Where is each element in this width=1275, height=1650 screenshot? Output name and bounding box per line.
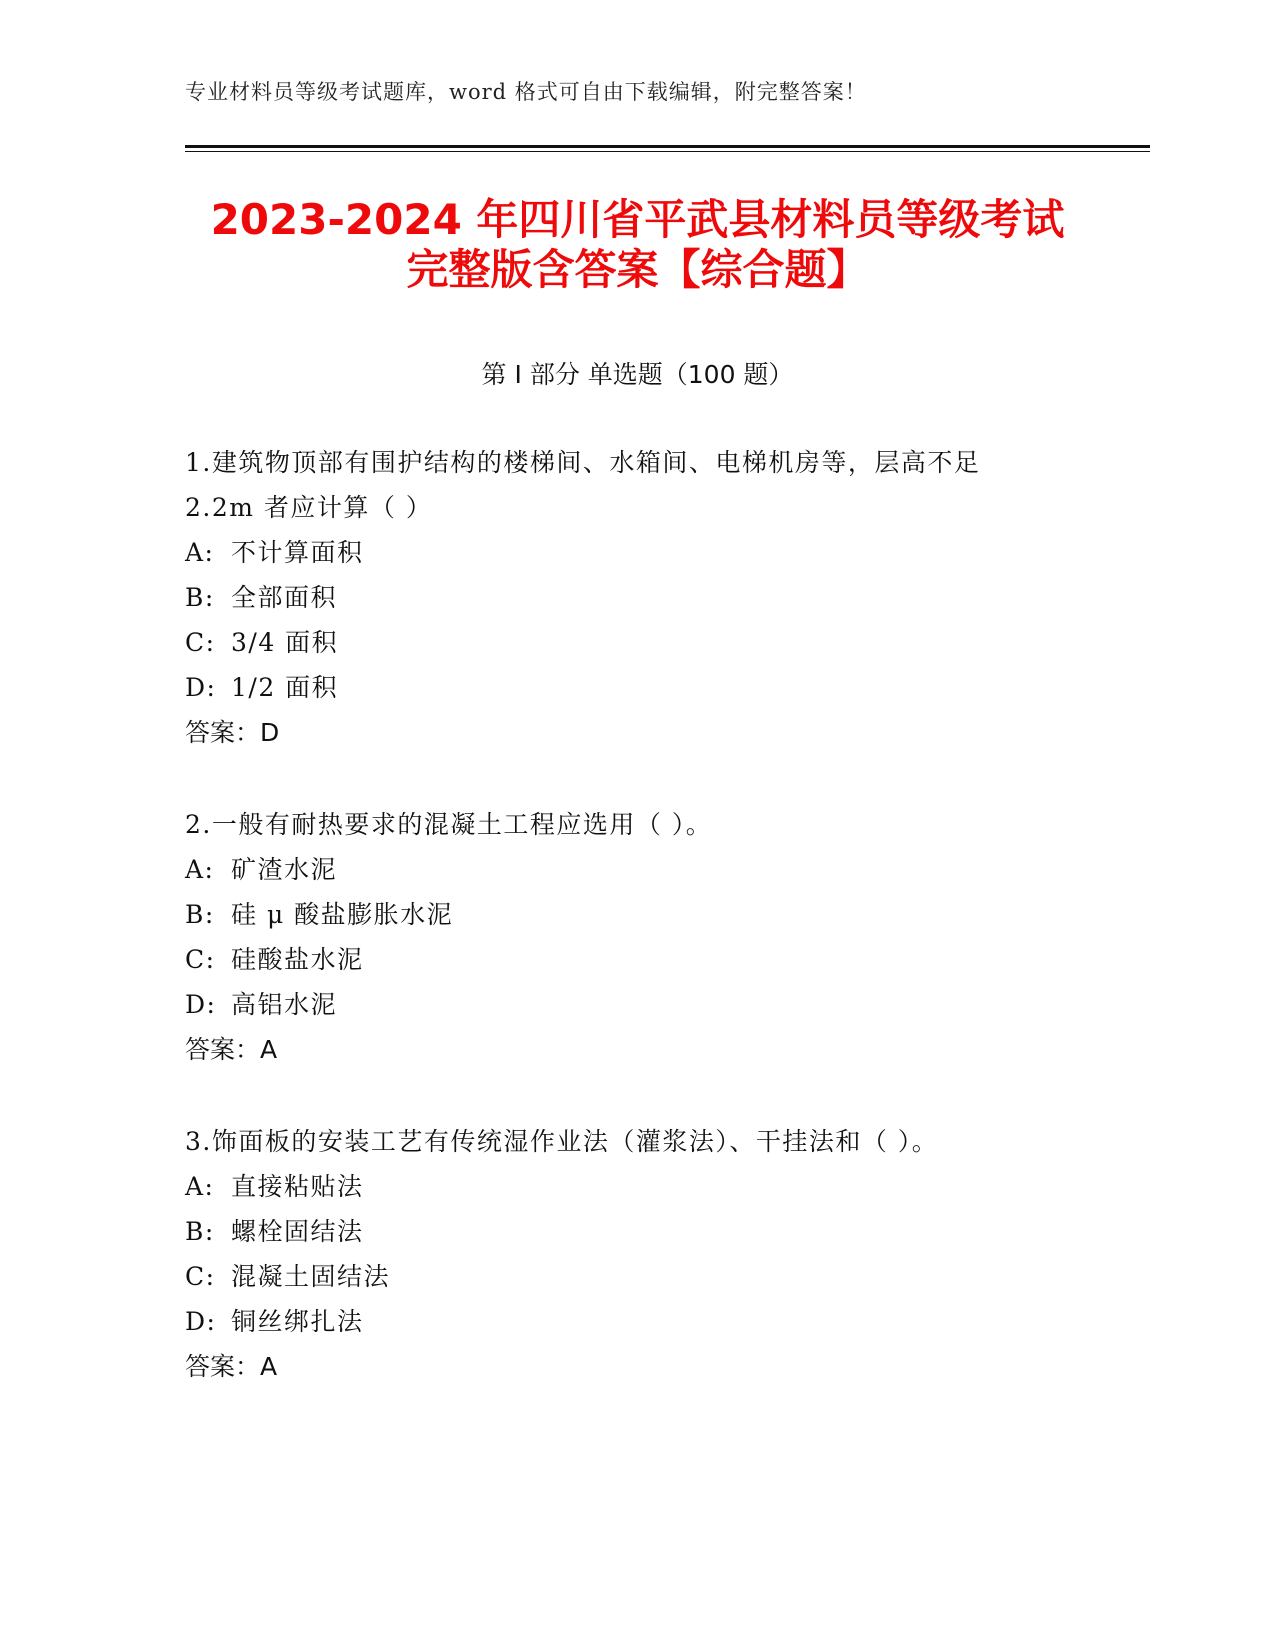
option-key: A: [185,538,215,567]
option-c [185,1254,1090,1299]
title-line-1: 2023-2024 年四川省平武县材料员等级考试 [210,195,1065,244]
question-2 [185,802,1090,1072]
answer: 答案：A [185,1352,278,1381]
answer: 答案：D [185,718,280,747]
page-header-text: 专业材料员等级考试题库，word 格式可自由下载编辑，附完整答案！ [185,80,867,104]
option-key: D: [185,673,217,702]
option-c [185,937,1090,982]
title-line-2: 完整版含答案【综合题】 [406,245,869,294]
question-stem: 1.建筑物顶部有围护结构的楼梯间、水箱间、电梯机房等，层高不足 [185,448,981,477]
option-text: 铜丝绑扎法 [231,1307,364,1336]
question-3 [185,1119,1090,1389]
option-text: 硅 μ 酸盐膨胀水泥 [231,900,454,929]
option-c [185,620,1090,665]
option-a [185,847,1090,892]
option-key: C: [185,1262,216,1291]
header-rule-thin [185,151,1150,152]
option-text: 3/4 面积 [231,628,339,657]
option-key: B: [185,583,215,612]
option-b [185,1209,1090,1254]
option-key: D: [185,1307,217,1336]
option-text: 硅酸盐水泥 [231,945,364,974]
question-stem: 3.饰面板的安装工艺有传统湿作业法（灌浆法）、干挂法和（ ）。 [185,1127,939,1156]
question-1 [185,440,1090,755]
question-stem: 2.一般有耐热要求的混凝土工程应选用（ ）。 [185,810,713,839]
option-text: 直接粘贴法 [231,1172,364,1201]
option-d [185,1299,1090,1344]
option-key: A: [185,1172,215,1201]
option-key: B: [185,1217,215,1246]
option-text: 不计算面积 [231,538,364,567]
option-text: 螺栓固结法 [231,1217,364,1246]
section-title: 第 I 部分 单选题（100 题） [481,360,794,389]
option-text: 全部面积 [231,583,338,612]
option-key: D: [185,990,217,1019]
option-b [185,575,1090,620]
option-key: A: [185,855,215,884]
option-text: 混凝土固结法 [231,1262,391,1291]
option-b [185,892,1090,937]
header-rule-thick [185,145,1150,148]
question-stem-continued: 2.2m 者应计算（ ） [185,493,433,522]
option-key: C: [185,945,216,974]
option-text: 矿渣水泥 [231,855,338,884]
option-text: 高铝水泥 [231,990,338,1019]
answer: 答案：A [185,1035,278,1064]
option-key: C: [185,628,216,657]
document-title [185,195,1090,295]
option-d [185,982,1090,1027]
option-a [185,1164,1090,1209]
option-key: B: [185,900,215,929]
option-a [185,530,1090,575]
question-list [185,440,1090,1436]
option-text: 1/2 面积 [231,673,339,702]
option-d [185,665,1090,710]
